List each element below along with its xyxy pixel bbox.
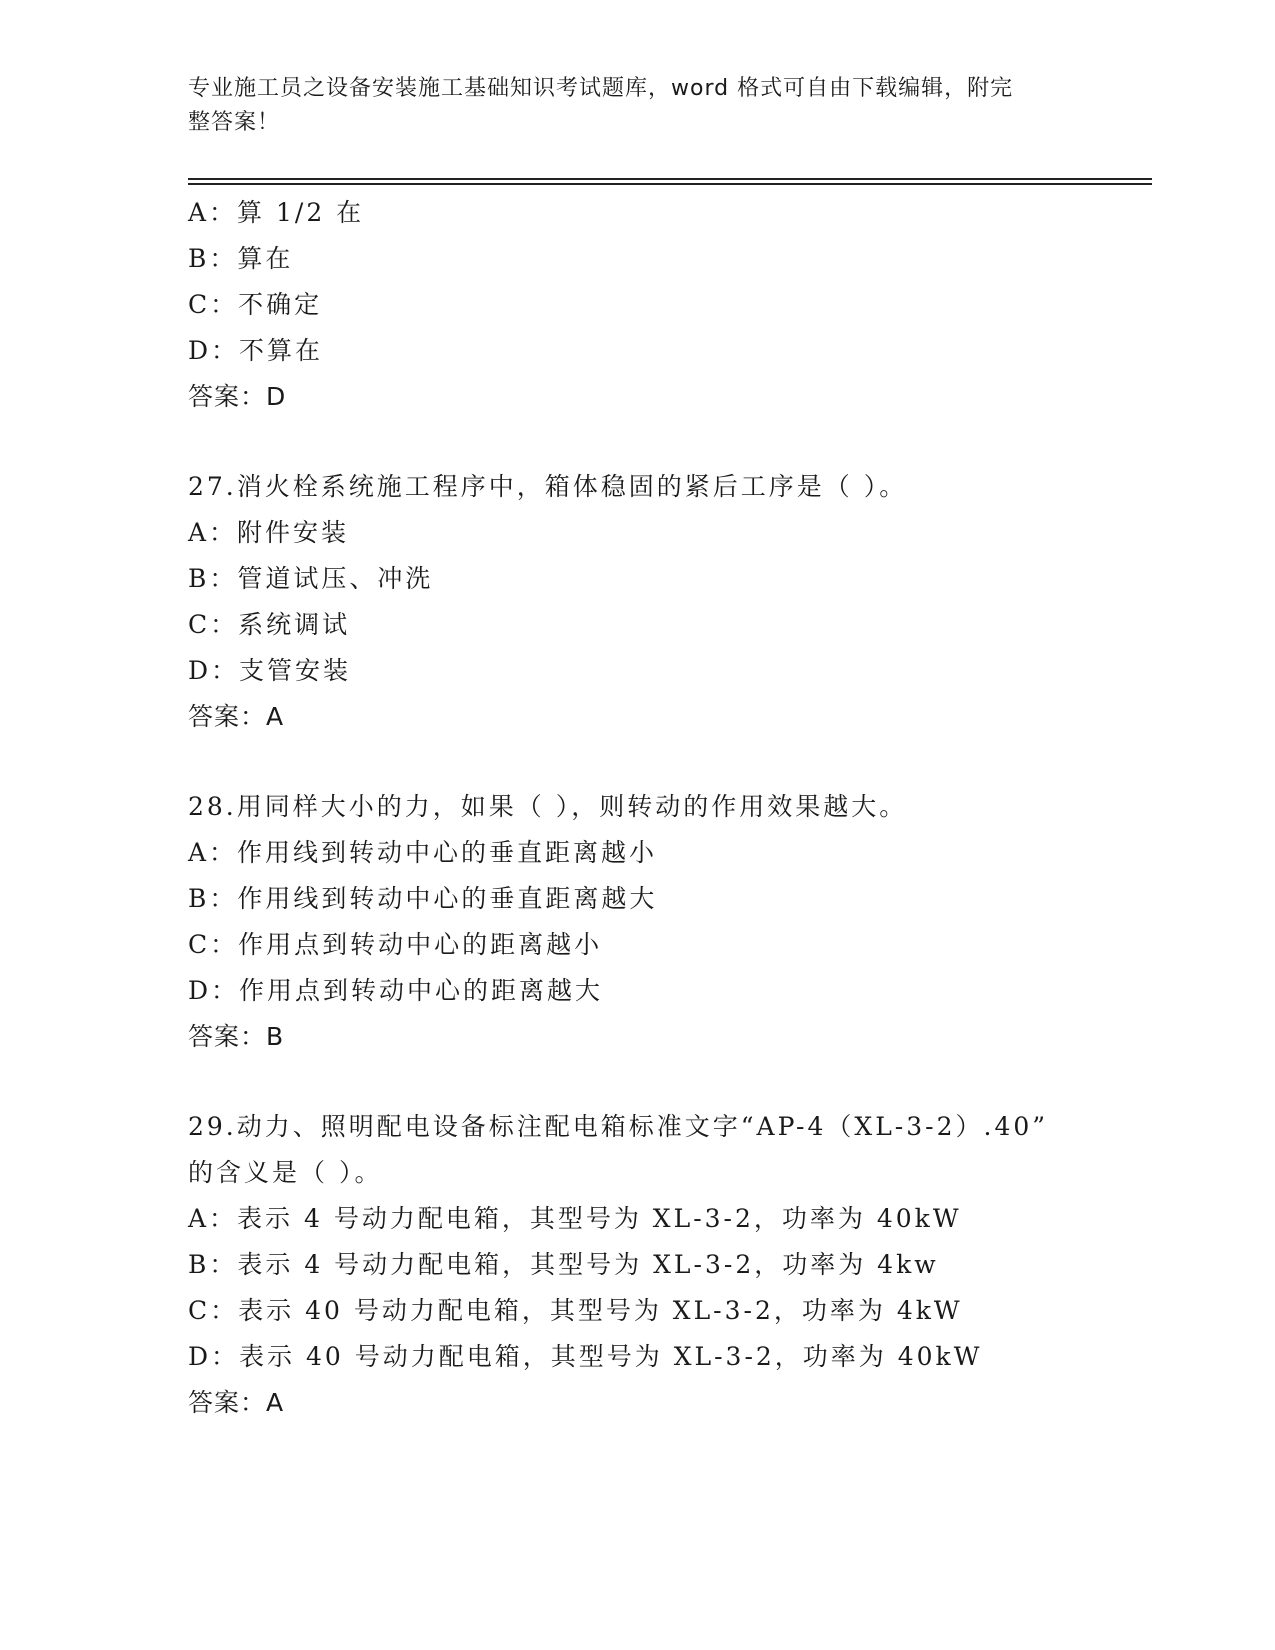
option-a: A：表示 4 号动力配电箱，其型号为 XL-3-2，功率为 40kW	[188, 1204, 962, 1233]
option-c: C：表示 40 号动力配电箱，其型号为 XL-3-2，功率为 4kW	[188, 1296, 963, 1325]
question-stem: 27.消火栓系统施工程序中，箱体稳固的紧后工序是（ ）。	[188, 472, 908, 501]
answer-line: 答案：A	[188, 702, 285, 731]
answer-line: 答案：A	[188, 1388, 285, 1417]
option-b: B：算在	[188, 244, 294, 273]
option-b: B：作用线到转动中心的垂直距离越大	[188, 884, 658, 913]
option-c: C：不确定	[188, 290, 323, 319]
option-a: A：作用线到转动中心的垂直距离越小	[188, 838, 658, 867]
option-b: B：管道试压、冲洗	[188, 564, 434, 593]
header-divider-top	[188, 178, 1152, 180]
option-a: A：附件安装	[188, 518, 350, 547]
option-a: A：算 1/2 在	[188, 198, 365, 227]
answer-line: 答案：B	[188, 1022, 285, 1051]
answer-line: 答案：D	[188, 382, 287, 411]
option-d: D：作用点到转动中心的距离越大	[188, 976, 604, 1005]
option-b: B：表示 4 号动力配电箱，其型号为 XL-3-2，功率为 4kw	[188, 1250, 939, 1279]
spacer	[188, 1060, 1148, 1104]
question-stem: 29.动力、照明配电设备标注配电箱标准文字“AP-4（XL-3-2）.40”	[188, 1112, 1049, 1141]
question-stem-continued: 的含义是（ ）。	[188, 1158, 383, 1187]
question-stem: 28.用同样大小的力，如果（ ），则转动的作用效果越大。	[188, 792, 908, 821]
question-list	[188, 190, 1148, 1426]
header-line-1: 专业施工员之设备安装施工基础知识考试题库，word 格式可自由下载编辑，附完	[188, 76, 1014, 101]
header-divider-bottom	[188, 183, 1152, 185]
spacer	[188, 420, 1148, 464]
question-29	[188, 1104, 1148, 1426]
option-d: D：支管安装	[188, 656, 352, 685]
question-27	[188, 464, 1148, 740]
option-d: D：表示 40 号动力配电箱，其型号为 XL-3-2，功率为 40kW	[188, 1342, 983, 1371]
header-line-2: 整答案！	[188, 110, 281, 135]
document-header	[188, 72, 1068, 140]
option-d: D：不算在	[188, 336, 324, 365]
question-26	[188, 190, 1148, 420]
spacer	[188, 740, 1148, 784]
option-c: C：系统调试	[188, 610, 351, 639]
option-c: C：作用点到转动中心的距离越小	[188, 930, 603, 959]
question-28	[188, 784, 1148, 1060]
